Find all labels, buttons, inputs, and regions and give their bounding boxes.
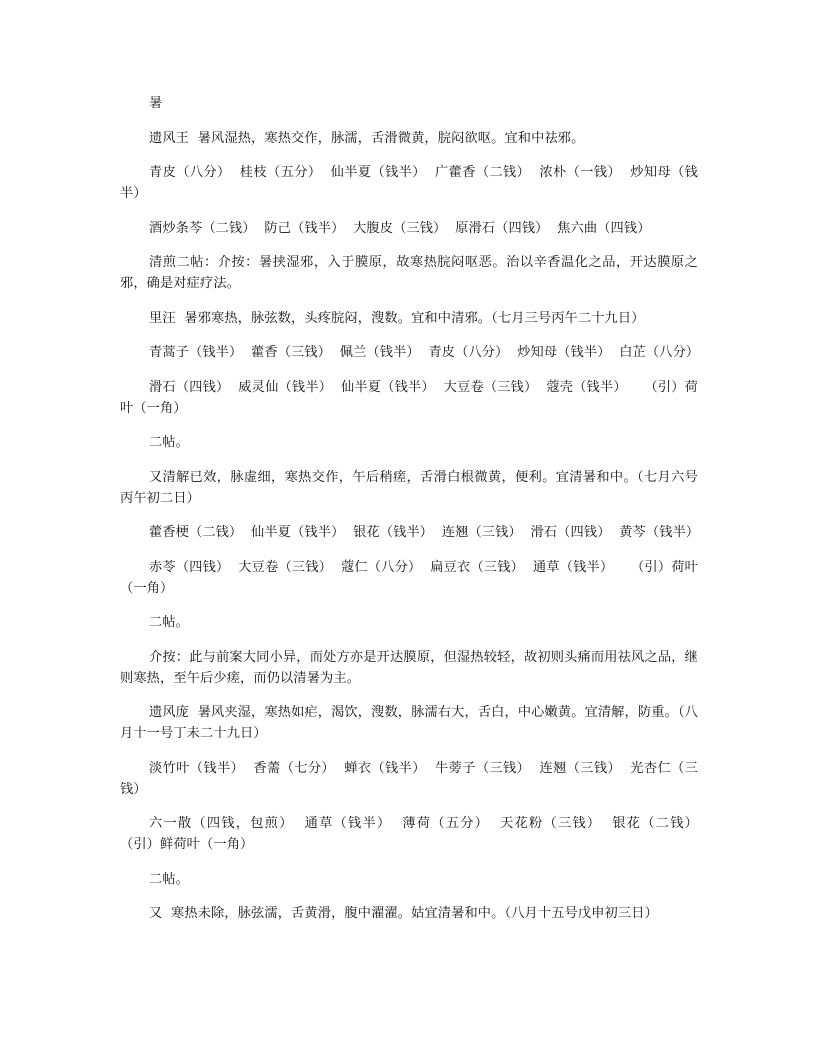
prescription-paragraph: 赤苓（四钱） 大豆卷（三钱） 蔻仁（八分） 扁豆衣（三钱） 通草（钱半） （引）荷叶（一角） <box>120 559 698 596</box>
case-paragraph: 又 寒热未除，脉弦濡，舌黄滑，腹中濯濯。姑宜清暑和中。（八月十五号戊申初三日） <box>149 906 658 921</box>
document-page <box>120 93 716 938</box>
section-heading: 暑 <box>149 96 163 111</box>
case-paragraph: 里汪 暑邪寒热，脉弦数，头疼脘闷，溲数。宜和中清邪。（七月三号丙午二十九日） <box>149 310 645 326</box>
prescription-paragraph: 藿香梗（二钱） 仙半夏（钱半） 银花（钱半） 连翘（三钱） 滑石（四钱） 黄芩（钱半） <box>149 525 700 540</box>
dosage-paragraph: 二帖。 <box>149 615 190 630</box>
dosage-paragraph: 二帖。 <box>149 435 190 450</box>
prescription-paragraph: 青皮（八分） 桂枝（五分） 仙半夏（钱半） 广藿香（二钱） 浓朴（一钱） 炒知母（钱半） <box>120 165 698 201</box>
prescription-paragraph: 淡竹叶（钱半） 香薷（七分） 蝉衣（钱半） 牛蒡子（三钱） 连翘（三钱） 光杏仁（三钱） <box>120 760 698 797</box>
case-paragraph: 遗风王 暑风湿热，寒热交作，脉濡，舌滑微黄，脘闷欲呕。宜和中祛邪。 <box>149 130 585 146</box>
dosage-paragraph: 二帖。 <box>149 871 190 887</box>
prescription-paragraph: 青蒿子（钱半） 藿香（三钱） 佩兰（钱半） 青皮（八分） 炒知母（钱半） 白芷（八分） <box>149 345 700 360</box>
note-paragraph: 介按：此与前案大同小异，而处方亦是开达膜原，但湿热较轻，故初则头痛而用祛风之品，继则寒热，至午后少瘥，而仍以清暑为主。 <box>120 649 698 686</box>
note-paragraph: 清煎二帖：介按：暑挟湿邪，入于膜原，故寒热脘闷呕恶。治以辛香温化之品，开达膜原之邪，确是对症疗法。 <box>120 255 698 291</box>
case-paragraph: 又清解已效，脉虚细，寒热交作，午后稍瘥，舌滑白根微黄，便利。宜清暑和中。（七月六号丙午初二日） <box>120 469 698 506</box>
prescription-paragraph: 酒炒条芩（二钱） 防己（钱半） 大腹皮（三钱） 原滑石（四钱） 焦六曲（四钱） <box>149 220 651 236</box>
prescription-paragraph: 六一散（四钱，包煎） 通草（钱半） 薄荷（五分） 天花粉（三钱） 银花（二钱） （引）鲜荷叶（一角） <box>120 816 716 852</box>
case-paragraph: 遗风庞 暑风夹湿，寒热如疟，渴饮，溲数，脉濡右大，舌白，中心嫩黄。宜清解，防重。（八月十一号丁未二十九日） <box>120 705 698 741</box>
prescription-paragraph: 滑石（四钱） 威灵仙（钱半） 仙半夏（钱半） 大豆卷（三钱） 蔻壳（钱半） （引）荷叶（一角） <box>120 379 698 416</box>
